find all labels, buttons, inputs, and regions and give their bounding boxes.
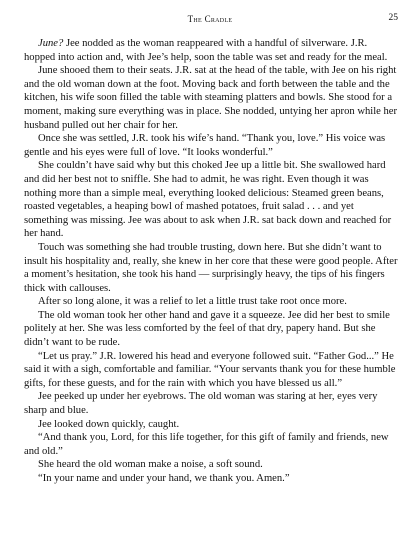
paragraph: “And thank you, Lord, for this life together, for this gift of family and friends, new and old.” — [24, 432, 389, 457]
paragraph: Touch was something she had trouble trusting, down here. But she didn’t want to insult his hospitality and, really, she knew in her core that these were good people. After a moment’s hesitation, she took his hand — surprisingly heavy, the tips of his fingers thick with callouses. — [24, 241, 398, 294]
paragraph: The old woman took her other hand and gave it a squeeze. Jee did her best to smile politely at her. She was less comforted by the feel of that dry, papery hand. But she didn’t want to be rude. — [24, 309, 390, 349]
paragraph — [24, 37, 398, 64]
body-text — [24, 37, 398, 486]
paragraph: After so long alone, it was a relief to let a little trust take root once more. — [38, 296, 347, 308]
paragraph: “Let us pray.” J.R. lowered his head and everyone followed suit. “Father God...” He said it with a sigh, comfortable and familiar. “Your servants thank you for these humble gifts, for these guests, and for the rain with which you have blessed us all.” — [24, 350, 396, 389]
paragraph: She couldn’t have said why but this choked Jee up a little bit. She swallowed hard and did her best not to sniffle. She had to admit, he was right. Even though it was nothing more than a simple meal, everything looked delicious: Steamed green beans, roasted vegetables, a heaping bowl of mashed potatoes, fruit salad . . . and yet something was missing. Jee was about to ask when J.R. sat back down and reached for her hand. — [24, 160, 392, 240]
paragraph-text: Jee nodded as the woman reappeared with a handful of silverware. J.R. hopped into action and, with Jee’s help, soon the table was set and ready for the meal. — [24, 38, 388, 63]
italic-word: June? — [38, 38, 64, 49]
chapter-title: The Cradle — [187, 14, 233, 24]
paragraph: “In your name and under your hand, we thank you. Amen.” — [38, 473, 290, 484]
page-number: 25 — [388, 13, 398, 23]
paragraph: June shooed them to their seats. J.R. sat at the head of the table, with Jee on his right and the old woman down at the foot. Moving back and forth between the table and the kitchen, his wife soon filled the table with steaming platters and bowls. She stood for a moment, making sure everything was in place. She nodded, untying her apron while her husband pulled out her chair for her. — [24, 65, 398, 131]
paragraph: Once she was settled, J.R. took his wife’s hand. “Thank you, love.” His voice was gentle and his eyes were full of love. “It looks wonderful.” — [24, 133, 386, 158]
paragraph: Jee peeked up under her eyebrows. The old woman was staring at her, eyes very sharp and blue. — [24, 391, 378, 417]
paragraph: Jee looked down quickly, caught. — [38, 418, 180, 430]
paragraph: She heard the old woman make a noise, a soft sound. — [38, 459, 263, 471]
running-header — [0, 12, 420, 28]
